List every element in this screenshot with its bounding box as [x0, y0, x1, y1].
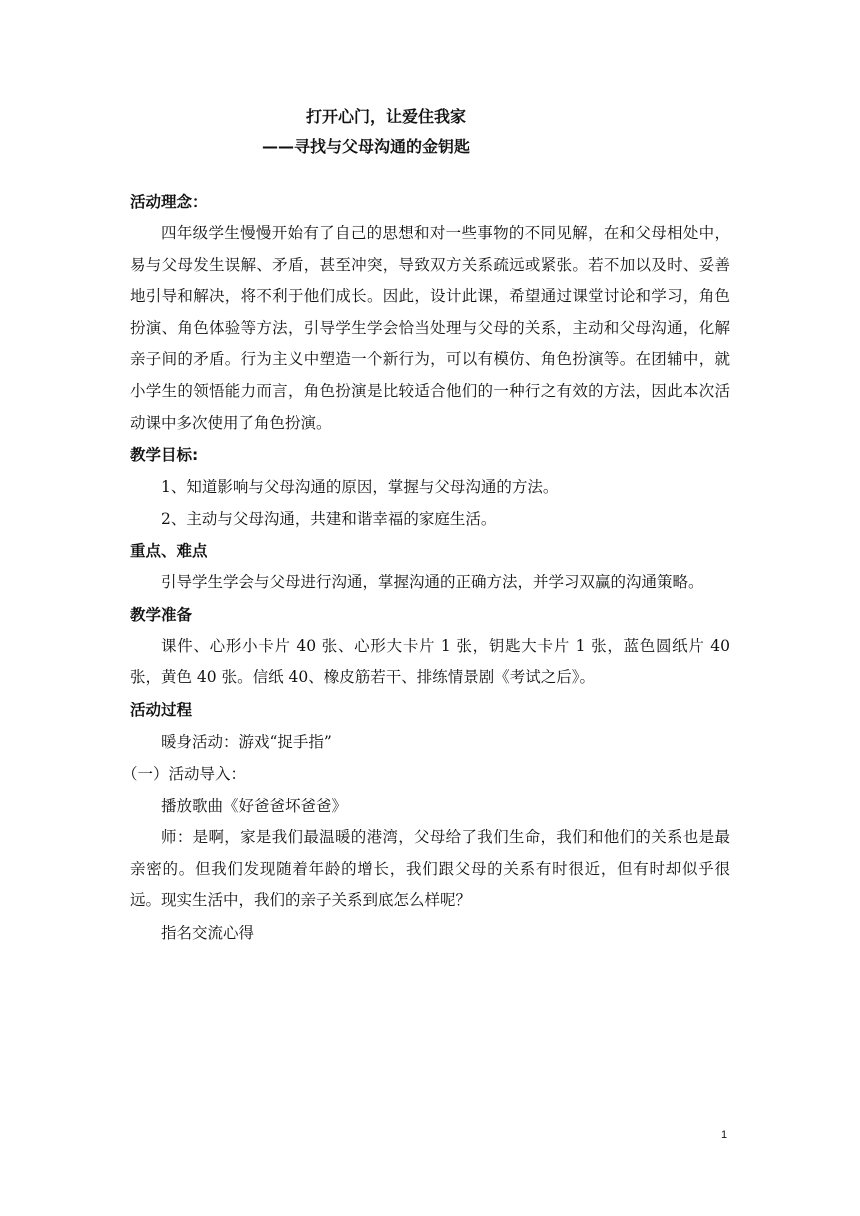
song-line: 播放歌曲《好爸爸坏爸爸》 — [161, 796, 348, 815]
concept-heading: 活动理念： — [130, 193, 208, 211]
concept-paragraph: 四年级学生慢慢开始有了自己的思想和对一些事物的不同见解，在和父母相处中，易与父母发生误解、矛盾，甚至冲突，导致双方关系疏远或紧张。若不加以及时、妥善地引导和解决，将不利于他们成长。因此，设计此课，希望通过课堂讨论和学习，角色扮演、角色体验等方法，引导学生学会恰当处理与父母的关系，主动和父母沟通，化解亲子间的矛盾。行为主义中塑造一个新行为，可以有模仿、角色扮演等。在团辅中，就小学生的领悟能力而言，角色扮演是比较适合他们的一种行之有效的方法，因此本次活动课中多次使用了角色扮演。 — [130, 224, 730, 432]
preparation-paragraph: 课件、心形小卡片 40 张、心形大卡片 1 张，钥匙大卡片 1 张，蓝色圆纸片 40 张，黄色 40 张。信纸 40、橡皮筋若干、排练情景剧《考试之后》。 — [130, 636, 730, 687]
key-points-heading: 重点、难点 — [130, 542, 208, 561]
page-number: 1 — [721, 1129, 728, 1141]
process-heading: 活动过程 — [130, 700, 193, 719]
goal-item-2: 2、主动与父母沟通，共建和谐幸福的家庭生活。 — [161, 510, 497, 529]
key-points-paragraph: 引导学生学会与父母进行沟通，掌握沟通的正确方法，并学习双赢的沟通策略。 — [161, 573, 704, 592]
goals-heading: 教学目标: — [130, 446, 199, 465]
warmup-activity: 暖身活动：游戏“捉手指” — [161, 732, 332, 751]
preparation-heading: 教学准备 — [130, 605, 193, 624]
goal-item-1: 1、知道影响与父母沟通的原因，掌握与父母沟通的方法。 — [161, 478, 559, 497]
document-title: 打开心门，让爱住我家 — [306, 107, 467, 126]
document-body — [122, 186, 730, 949]
document-subtitle: ——寻找与父母沟通的金钥匙 — [262, 137, 471, 156]
share-line: 指名交流心得 — [161, 923, 255, 942]
teacher-paragraph: 师：是啊，家是我们最温暖的港湾，父母给了我们生命，我们和他们的关系也是最亲密的。但我们发现随着年龄的增长，我们跟父母的关系有时很近，但有时却似乎很远。现实生活中，我们的亲子关系到底怎么样呢？ — [130, 827, 730, 910]
step-1-heading: （一）活动导入： — [122, 764, 247, 783]
